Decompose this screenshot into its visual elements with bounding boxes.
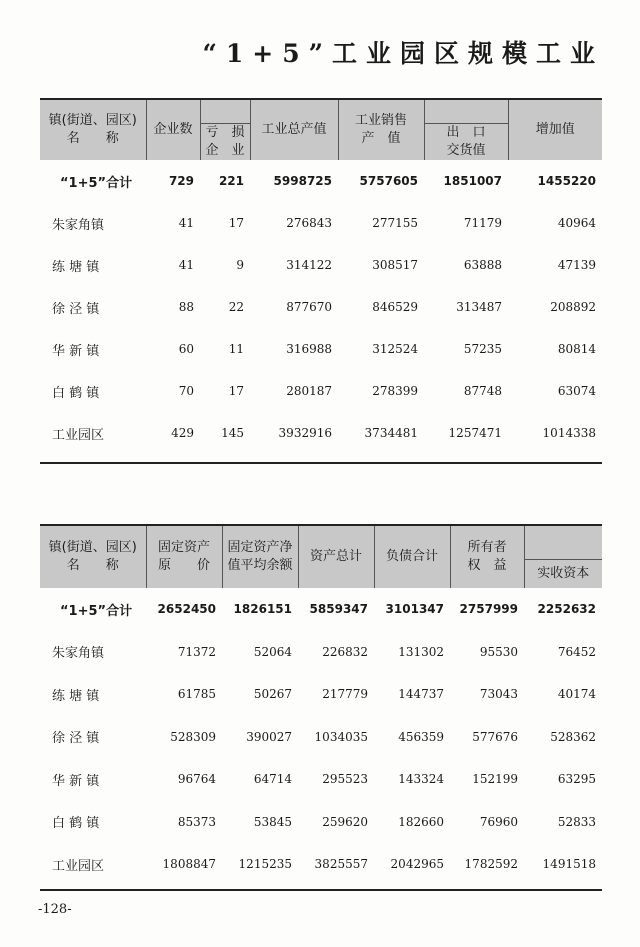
cell-fixed: 2652450 [157, 602, 216, 617]
table-row [40, 588, 602, 631]
table2-header-liabilities: 负债合计 [374, 526, 450, 588]
table1-header-value-added: 增加值 [508, 100, 602, 160]
cell-assets: 226832 [322, 644, 368, 659]
cell-net: 390027 [246, 729, 292, 744]
cell-equity: 2757999 [459, 602, 518, 617]
row-name: 练 塘 镇 [52, 688, 100, 704]
cell-equity: 1782592 [464, 857, 518, 872]
table1-header-export-line1: 出 口 [446, 125, 486, 140]
cell-fixed: 1808847 [162, 857, 216, 872]
page-title: “1+5”工业园区规模工业 [202, 39, 604, 68]
cell-enterprises: 429 [171, 426, 194, 440]
table1-header-export-cell [425, 123, 508, 160]
cell-output: 5998725 [273, 174, 332, 188]
cell-fixed: 96764 [177, 772, 216, 787]
table2-header-assets: 资产总计 [298, 526, 374, 588]
table2-header-paid-capital-cell: 实收资本 [525, 559, 603, 588]
table-row [40, 244, 602, 286]
table2-header-row [40, 526, 602, 588]
cell-equity: 577676 [472, 729, 518, 744]
cell-equity: 152199 [472, 772, 518, 787]
cell-paid-capital: 76452 [557, 644, 596, 659]
table-row [40, 160, 602, 202]
table-row [40, 370, 602, 412]
cell-liabilities: 2042965 [390, 857, 444, 872]
cell-enterprises: 41 [178, 258, 194, 272]
table2-body [40, 588, 602, 886]
cell-paid-capital: 528362 [550, 729, 596, 744]
cell-fixed: 71372 [177, 644, 216, 659]
cell-sales: 3734481 [364, 426, 418, 440]
table-row [40, 328, 602, 370]
cell-value-added: 63074 [557, 384, 596, 398]
cell-loss: 11 [228, 342, 244, 356]
table1-header-loss-line1: 亏 损 [205, 125, 245, 140]
table2-header-fixed-line2: 原 价 [157, 558, 210, 573]
table2-header-net [222, 526, 298, 588]
cell-value-added: 1014338 [542, 426, 596, 440]
cell-fixed: 85373 [177, 814, 216, 829]
cell-net: 52064 [253, 644, 292, 659]
cell-sales: 312524 [372, 342, 418, 356]
cell-paid-capital: 1491518 [542, 857, 596, 872]
cell-loss: 22 [228, 300, 244, 314]
table1-bottom-rule [40, 462, 602, 464]
table-row [40, 843, 602, 886]
table2-header-net-line1: 固定资产净 [227, 540, 293, 555]
cell-enterprises: 88 [178, 300, 194, 314]
table1-header-loss-line2: 企 业 [205, 143, 245, 158]
table-row [40, 758, 602, 801]
row-name: 工业园区 [52, 858, 105, 874]
cell-output: 3932916 [278, 426, 332, 440]
cell-sales: 277155 [372, 216, 418, 230]
cell-loss: 145 [221, 426, 244, 440]
cell-net: 50267 [253, 687, 292, 702]
cell-net: 1826151 [233, 602, 292, 617]
row-name: 华 新 镇 [52, 773, 100, 789]
cell-net: 1215235 [238, 857, 292, 872]
cell-value-added: 80814 [557, 342, 596, 356]
cell-output: 314122 [286, 258, 332, 272]
cell-liabilities: 144737 [398, 687, 444, 702]
cell-fixed: 61785 [177, 687, 216, 702]
cell-enterprises: 60 [178, 342, 194, 356]
cell-sales: 308517 [372, 258, 418, 272]
row-name: 华 新 镇 [52, 343, 100, 359]
cell-output: 877670 [286, 300, 332, 314]
table2 [40, 526, 602, 886]
table2-header-name-line2: 名 称 [66, 558, 119, 573]
cell-export: 63888 [463, 258, 502, 272]
cell-export: 1851007 [443, 174, 502, 188]
table1-header-export [424, 100, 508, 160]
table1-header-sales [338, 100, 424, 160]
table2-header-equity [450, 526, 524, 588]
table2-header-name-line1: 镇(街道、园区) [48, 540, 137, 555]
row-name: “1+5”合计 [60, 175, 133, 191]
cell-loss: 221 [218, 174, 244, 188]
table1-header-export-line2: 交货值 [446, 143, 486, 158]
table1-header-sales-line1: 工业销售 [354, 113, 407, 128]
table-row [40, 673, 602, 716]
cell-liabilities: 182660 [398, 814, 444, 829]
cell-output: 316988 [286, 342, 332, 356]
row-name: 工业园区 [52, 427, 105, 443]
row-name: 朱家角镇 [52, 217, 105, 233]
table1-header-name-line1: 镇(街道、园区) [48, 113, 137, 128]
row-name: “1+5”合计 [60, 603, 133, 619]
cell-liabilities: 3101347 [385, 602, 444, 617]
cell-assets: 5859347 [309, 602, 368, 617]
cell-loss: 17 [228, 384, 244, 398]
cell-export: 71179 [463, 216, 502, 230]
row-name: 白 鹤 镇 [52, 385, 100, 401]
cell-export: 87748 [463, 384, 502, 398]
table-row [40, 412, 602, 454]
cell-liabilities: 131302 [398, 644, 444, 659]
page-number: -128- [38, 902, 72, 917]
row-name: 白 鹤 镇 [52, 816, 100, 832]
row-name: 朱家角镇 [52, 646, 105, 662]
table-row [40, 286, 602, 328]
cell-paid-capital: 40174 [557, 687, 596, 702]
table2-header-paid-capital [524, 526, 602, 588]
table1-header-sales-line2: 产 值 [361, 131, 401, 146]
cell-value-added: 40964 [557, 216, 596, 230]
cell-assets: 1034035 [314, 729, 368, 744]
cell-export: 57235 [463, 342, 502, 356]
row-name: 徐 泾 镇 [52, 731, 100, 747]
table-row [40, 631, 602, 674]
cell-liabilities: 456359 [398, 729, 444, 744]
cell-paid-capital: 52833 [557, 814, 596, 829]
table2-bottom-rule [40, 889, 602, 891]
cell-paid-capital: 63295 [557, 772, 596, 787]
cell-loss: 17 [228, 216, 244, 230]
cell-assets: 3825557 [314, 857, 368, 872]
cell-enterprises: 70 [178, 384, 194, 398]
cell-sales: 5757605 [359, 174, 418, 188]
table2-header-equity-line2: 权 益 [467, 558, 507, 573]
cell-equity: 95530 [479, 644, 518, 659]
table-row [40, 202, 602, 244]
cell-enterprises: 729 [168, 174, 194, 188]
table-row [40, 801, 602, 844]
table1-header-loss-cell [201, 123, 250, 160]
cell-export: 1257471 [448, 426, 502, 440]
table2-header-fixed-line1: 固定资产 [157, 540, 210, 555]
table2-header-net-line2: 值平均余额 [227, 558, 293, 573]
cell-output: 276843 [286, 216, 332, 230]
cell-value-added: 208892 [550, 300, 596, 314]
cell-liabilities: 143324 [398, 772, 444, 787]
cell-equity: 76960 [479, 814, 518, 829]
cell-equity: 73043 [479, 687, 518, 702]
cell-assets: 217779 [322, 687, 368, 702]
table1-header-output: 工业总产值 [250, 100, 338, 160]
table1-header-name [40, 100, 146, 160]
table1-header-loss [200, 100, 250, 160]
cell-net: 53845 [253, 814, 292, 829]
cell-net: 64714 [253, 772, 292, 787]
cell-fixed: 528309 [170, 729, 216, 744]
cell-value-added: 47139 [557, 258, 596, 272]
table1-header-name-line2: 名 称 [66, 131, 119, 146]
cell-sales: 846529 [372, 300, 418, 314]
table2-header-fixed [146, 526, 222, 588]
cell-paid-capital: 2252632 [537, 602, 596, 617]
cell-sales: 278399 [372, 384, 418, 398]
cell-export: 313487 [456, 300, 502, 314]
table1-body [40, 160, 602, 454]
cell-assets: 295523 [322, 772, 368, 787]
table2-header-equity-line1: 所有者 [467, 540, 507, 555]
table1-header-row [40, 100, 602, 160]
table2-header-name [40, 526, 146, 588]
table-row [40, 716, 602, 759]
cell-loss: 9 [236, 258, 244, 272]
row-name: 练 塘 镇 [52, 259, 100, 275]
cell-output: 280187 [286, 384, 332, 398]
cell-enterprises: 41 [178, 216, 194, 230]
table1-header-enterprises: 企业数 [146, 100, 200, 160]
table1 [40, 100, 602, 454]
cell-assets: 259620 [322, 814, 368, 829]
cell-value-added: 1455220 [537, 174, 596, 188]
row-name: 徐 泾 镇 [52, 301, 100, 317]
